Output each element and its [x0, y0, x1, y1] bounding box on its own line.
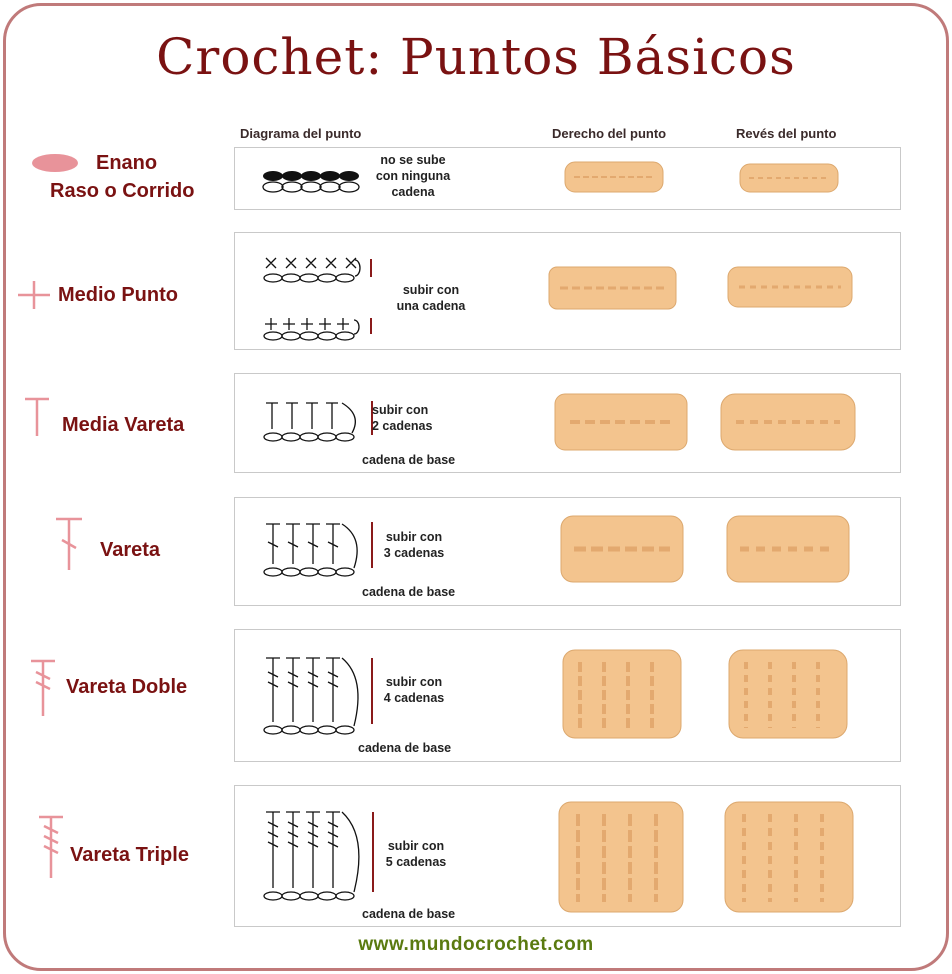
stitch-name: Enano	[96, 152, 158, 174]
swatch-right-side	[562, 158, 667, 196]
treble-crochet-symbol-icon	[28, 658, 58, 718]
half-double-crochet-diagram	[260, 397, 378, 447]
stitch-name: Medio Punto	[58, 284, 178, 306]
double-crochet-symbol-icon	[52, 516, 86, 572]
slip-stitch-diagram	[260, 168, 365, 196]
stitch-name: Media Vareta	[62, 414, 185, 436]
swatch-right-side	[556, 798, 686, 916]
base-chain-label: cadena de base	[362, 453, 456, 467]
swatch-right-side	[546, 263, 679, 313]
swatch-wrong-side	[726, 646, 850, 742]
half-double-crochet-symbol-icon	[22, 396, 52, 438]
stitch-name: Vareta	[100, 539, 161, 561]
stitch-name: Vareta Doble	[66, 676, 188, 698]
turning-chain-note: subir con 5 cadenas	[385, 839, 447, 869]
double-treble-crochet-diagram	[260, 808, 380, 904]
swatch-wrong-side	[718, 390, 858, 454]
swatch-wrong-side	[725, 263, 855, 311]
turning-chain-note: no se sube con ninguna cadena	[375, 153, 451, 199]
website-footer: www.mundocrochet.com	[358, 934, 594, 955]
column-header-wrong-side: Revés del punto	[736, 126, 837, 141]
stitch-name-alt: Raso o Corrido	[50, 180, 195, 202]
turning-chain-note: subir con 4 cadenas	[383, 675, 445, 705]
treble-crochet-diagram	[260, 654, 378, 738]
base-chain-label: cadena de base	[362, 907, 456, 921]
slip-stitch-symbol-icon	[30, 152, 80, 174]
single-crochet-symbol-icon	[16, 280, 52, 310]
swatch-wrong-side	[722, 798, 856, 916]
single-crochet-diagram	[260, 252, 380, 344]
column-header-diagram: Diagrama del punto	[240, 126, 362, 141]
swatch-right-side	[552, 390, 690, 454]
swatch-wrong-side	[724, 512, 852, 586]
turning-chain-note: subir con 3 cadenas	[383, 530, 445, 560]
base-chain-label: cadena de base	[362, 585, 456, 599]
double-crochet-diagram	[260, 520, 378, 580]
double-treble-crochet-symbol-icon	[36, 814, 66, 880]
base-chain-label: cadena de base	[358, 741, 452, 755]
swatch-wrong-side	[737, 160, 842, 196]
stitch-name: Vareta Triple	[70, 844, 189, 866]
turning-chain-note: subir con una cadena	[396, 283, 466, 313]
page-title: Crochet: Puntos Básicos	[156, 28, 796, 86]
swatch-right-side	[558, 512, 686, 586]
turning-chain-note: subir con 2 cadenas	[372, 403, 433, 433]
column-header-right-side: Derecho del punto	[552, 126, 667, 141]
swatch-right-side	[560, 646, 684, 742]
